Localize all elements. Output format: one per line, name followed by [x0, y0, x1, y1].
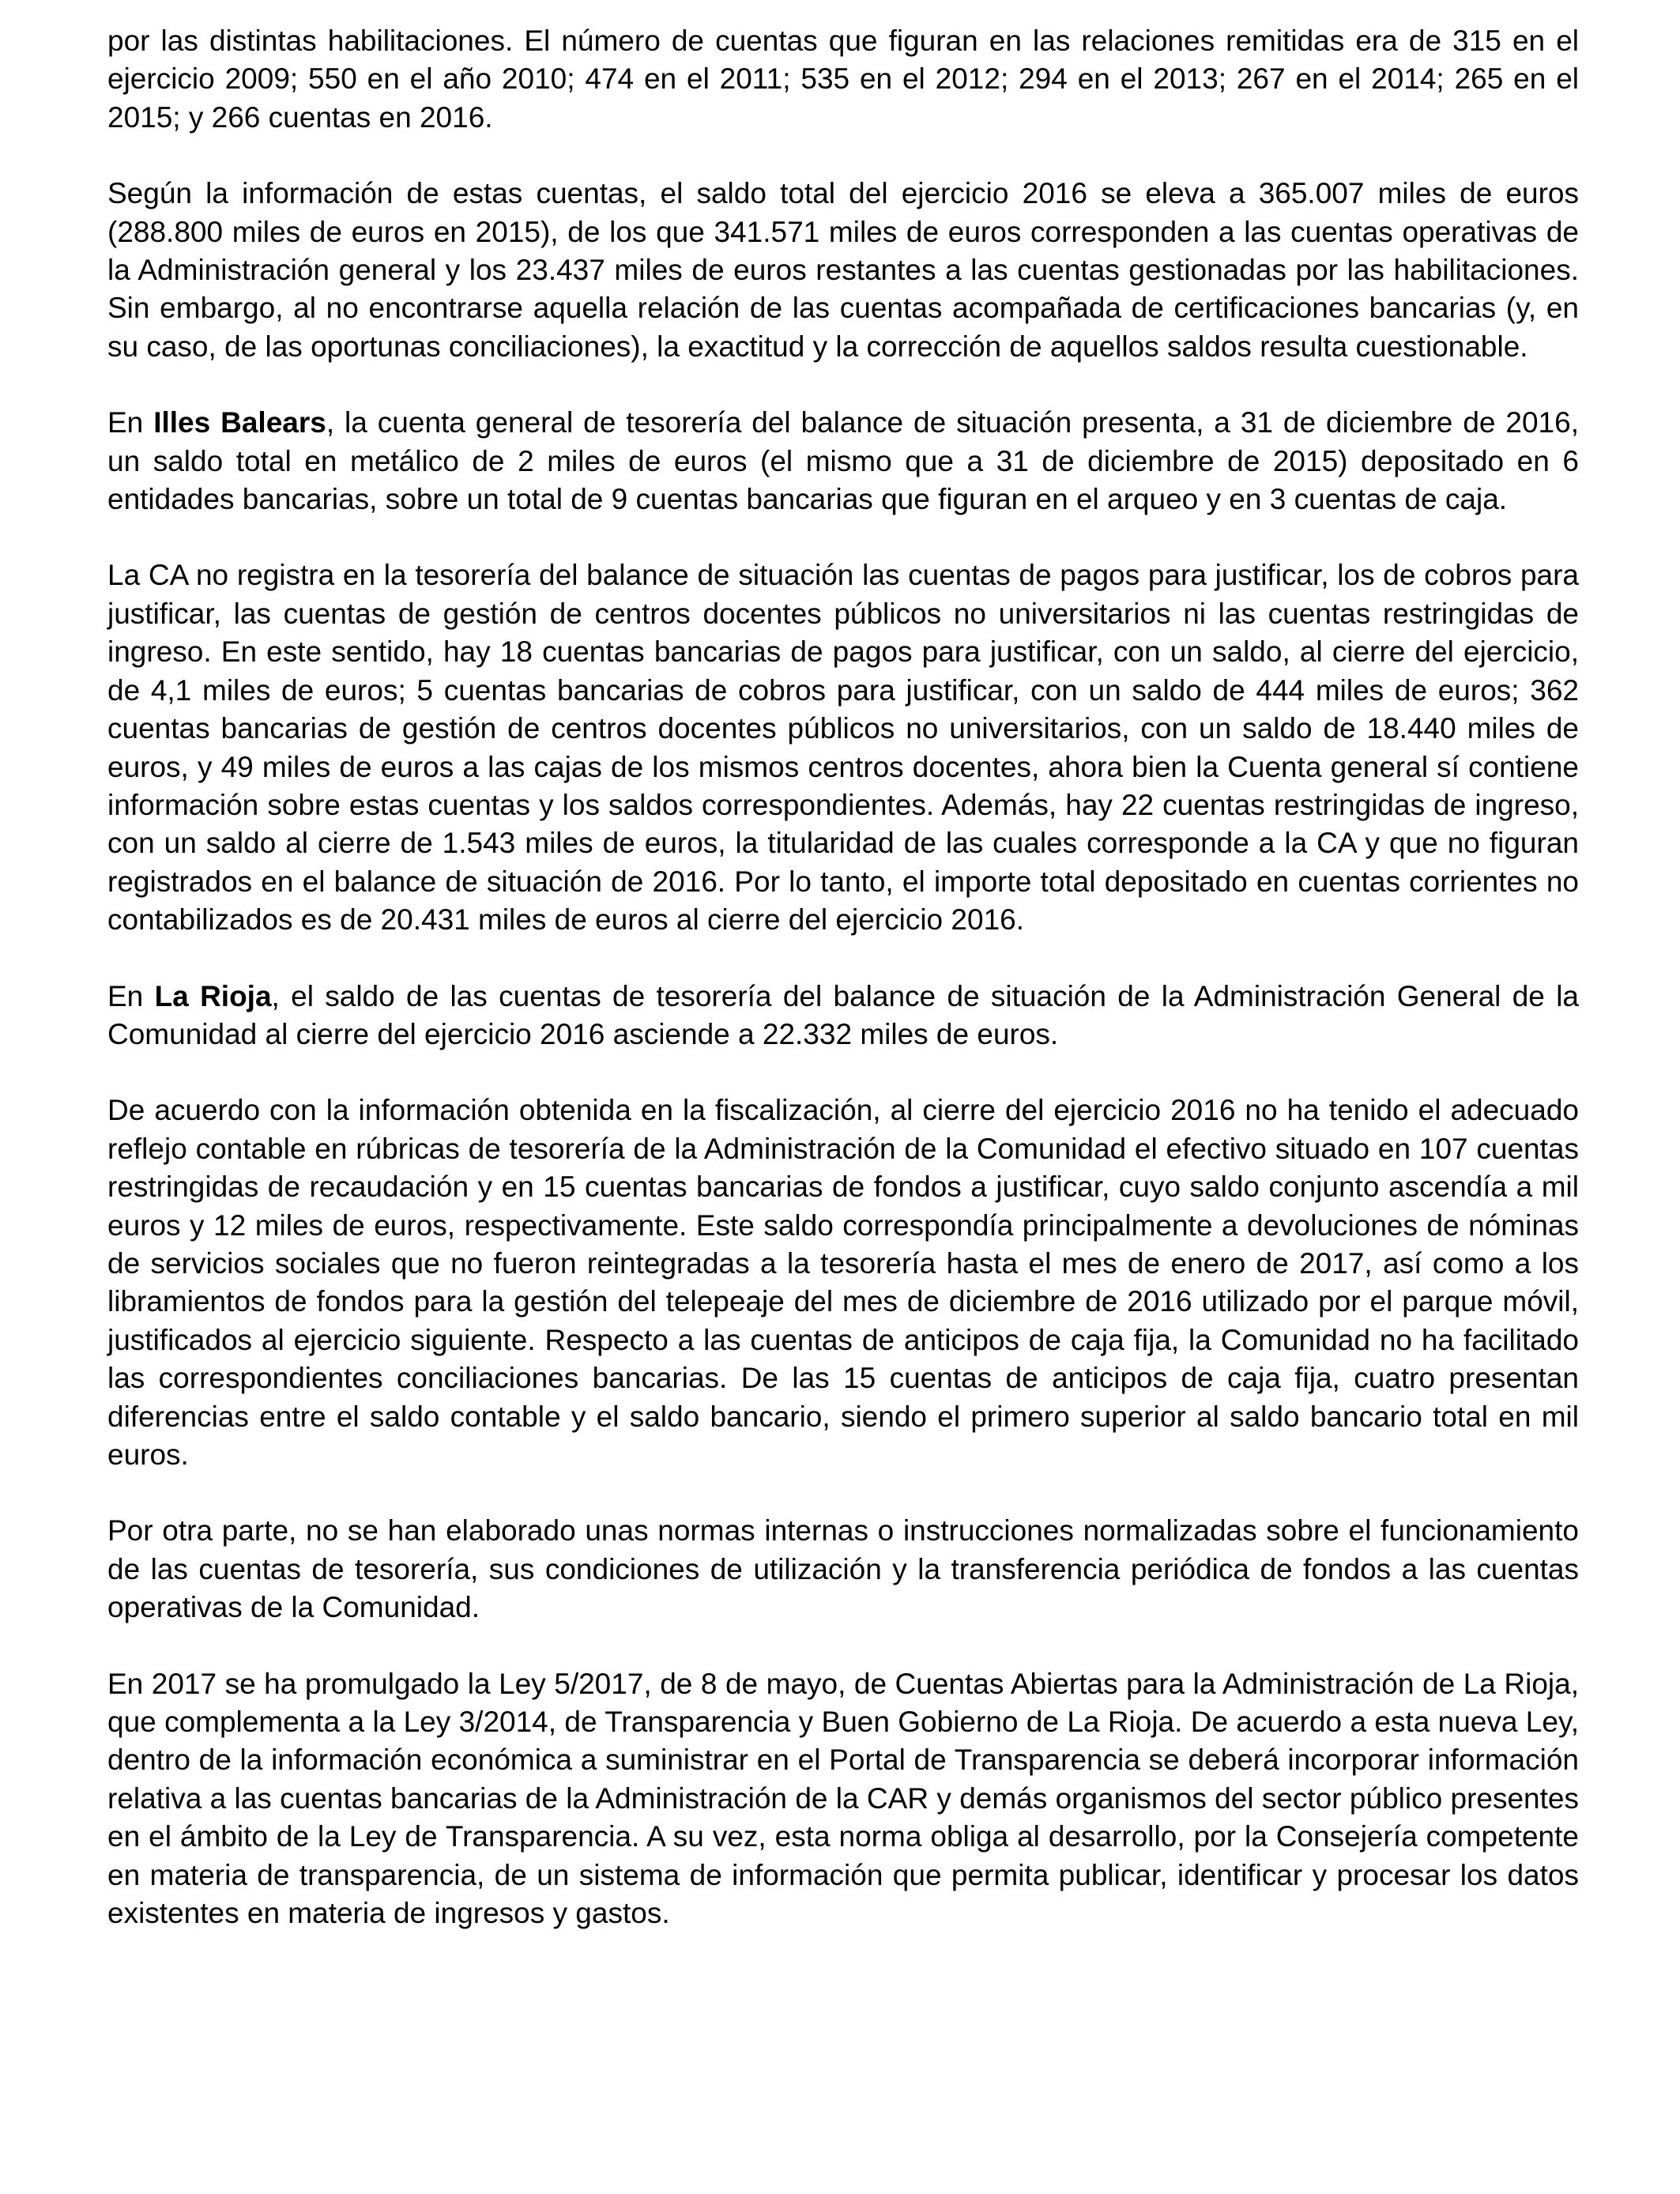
paragraph-text: por las distintas habilitaciones. El número de cuentas que figuran en las relaciones remitidas era de 315 en el ejercicio 2009; 550 en el año 2010; 474 en el 2011; 535 en el 2012; 294 en el 2013; 267 en el 2014; 265 en el 2015; y 266 cuentas en 2016. — [107, 25, 1579, 134]
paragraph-text: , la cuenta general de tesorería del balance de situación presenta, a 31 de diciembre de 2016, un saldo total en metálico de 2 miles de euros (el mismo que a 31 de diciembre de 2015) depositado en 6 entidades bancarias, sobre un total de 9 cuentas bancarias que figuran en el arqueo y en 3 cuentas de caja. — [107, 406, 1579, 516]
paragraph-la-rioja — [107, 978, 1579, 1054]
paragraph-fiscalizacion — [107, 1091, 1579, 1474]
paragraph-text: Según la información de estas cuentas, el saldo total del ejercicio 2016 se eleva a 365.007 miles de euros (288.800 miles de euros en 2015), de los que 341.571 miles de euros corresponden a las cuentas operativas de la Administración general y los 23.437 miles de euros restantes a las cuentas gestionadas por las habilitaciones. Sin embargo, al no encontrarse aquella relación de las cuentas acompañada de certificaciones bancarias (y, en su caso, de las oportunas conciliaciones), la exactitud y la corrección de aquellos saldos resulta cuestionable. — [107, 177, 1579, 363]
paragraph-ley-5-2017 — [107, 1665, 1579, 1933]
paragraph-habilitaciones-count — [107, 22, 1579, 137]
region-name-bold: Illes Balears — [153, 406, 326, 439]
paragraph-normas-internas — [107, 1512, 1579, 1627]
paragraph-text: La CA no registra en la tesorería del balance de situación las cuentas de pagos para justificar, los de cobros para justificar, las cuentas de gestión de centros docentes públicos no universitarios ni las cuentas restringidas de ingreso. En este sentido, hay 18 cuentas bancarias de pagos para justificar, con un saldo, al cierre del ejercicio, de 4,1 miles de euros; 5 cuentas bancarias de cobros para justificar, con un saldo de 444 miles de euros; 362 cuentas bancarias de gestión de centros docentes públicos no universitarios, con un saldo de 18.440 miles de euros, y 49 miles de euros a las cajas de los mismos centros docentes, ahora bien la Cuenta general sí contiene información sobre estas cuentas y los saldos correspondientes. Además, hay 22 cuentas restringidas de ingreso, con un saldo al cierre de 1.543 miles de euros, la titularidad de las cuales corresponde a la CA y que no figuran registrados en el balance de situación de 2016. Por lo tanto, el importe total depositado en cuentas corrientes no contabilizados es de 20.431 miles de euros al cierre del ejercicio 2016. — [107, 559, 1579, 937]
paragraph-illes-balears — [107, 404, 1579, 518]
document-page — [107, 22, 1579, 1932]
paragraph-saldo-total — [107, 175, 1579, 366]
paragraph-ca-tesoreria — [107, 556, 1579, 939]
paragraph-lead: En — [107, 406, 154, 439]
paragraph-text: , el saldo de las cuentas de tesorería del balance de situación de la Administración General de la Comunidad al cierre del ejercicio 2016 asciende a 22.332 miles de euros. — [107, 979, 1579, 1050]
paragraph-lead: En — [107, 979, 155, 1012]
paragraph-text: Por otra parte, no se han elaborado unas normas internas o instrucciones normalizadas sobre el funcionamiento de las cuentas de tesorería, sus condiciones de utilización y la transferencia periódica de fondos a las cuentas operativas de la Comunidad. — [107, 1514, 1579, 1624]
paragraph-text: De acuerdo con la información obtenida en la fiscalización, al cierre del ejercicio 2016 no ha tenido el adecuado reflejo contable en rúbricas de tesorería de la Administración de la Comunidad el efectivo situado en 107 cuentas restringidas de recaudación y en 15 cuentas bancarias de fondos a justificar, cuyo saldo conjunto ascendía a mil euros y 12 miles de euros, respectivamente. Este saldo correspondía principalmente a devoluciones de nóminas de servicios sociales que no fueron reintegradas a la tesorería hasta el mes de enero de 2017, así como a los libramientos de fondos para la gestión del telepeaje del mes de diciembre de 2016 utilizado por el parque móvil, justificados al ejercicio siguiente. Respecto a las cuentas de anticipos de caja fija, la Comunidad no ha facilitado las correspondientes conciliaciones bancarias. De las 15 cuentas de anticipos de caja fija, cuatro presentan diferencias entre el saldo contable y el saldo bancario, siendo el primero superior al saldo bancario total en mil euros. — [107, 1094, 1579, 1471]
paragraph-text: En 2017 se ha promulgado la Ley 5/2017, de 8 de mayo, de Cuentas Abiertas para la Administración de La Rioja, que complementa a la Ley 3/2014, de Transparencia y Buen Gobierno de La Rioja. De acuerdo a esta nueva Ley, dentro de la información económica a suministrar en el Portal de Transparencia se deberá incorporar información relativa a las cuentas bancarias de la Administración de la CAR y demás organismos del sector público presentes en el ámbito de la Ley de Transparencia. A su vez, esta norma obliga al desarrollo, por la Consejería competente en materia de transparencia, de un sistema de información que permita publicar, identificar y procesar los datos existentes en materia de ingresos y gastos. — [107, 1667, 1579, 1930]
region-name-bold: La Rioja — [154, 979, 272, 1012]
